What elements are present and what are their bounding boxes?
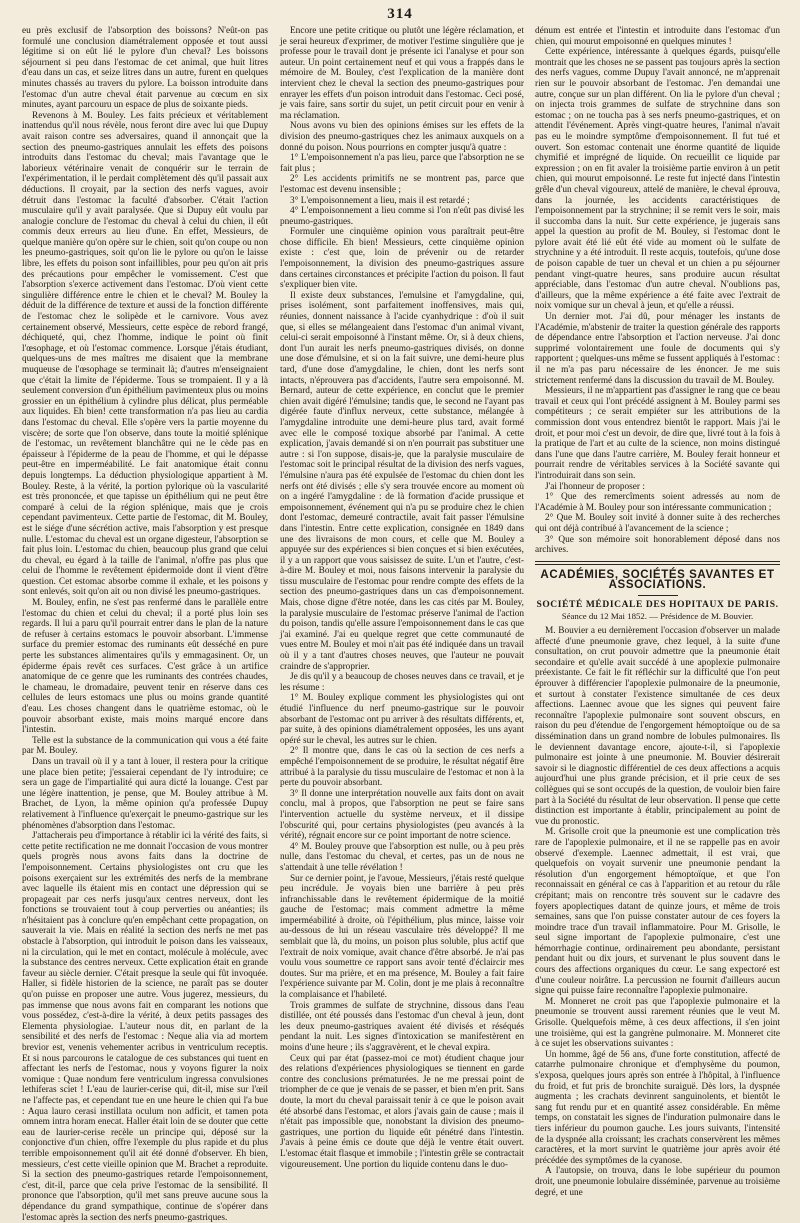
paragraph: Sur ce dernier point, je l'avoue, Messieurs, j'étais resté quelque peu incrédule. Je voyais bien une barrière à peu près infranchissable dans le revêtement épidermique de la moitié gauche de l'estomac; mais comment admettre la même imperméabilité à droite, où l'épithélium, plus mince, laisse voir au-dessous de lui un réseau vasculaire très développé? Il me semblait que là, du moins, un poison plus soluble, plus actif que l'extrait de noix vomique, avait chance d'être absorbé. Je n'ai pas voulu vous soumettre ce rapport sans avoir tenté d'éclaircir mes doutes. Sur ma prière, et en ma présence, M. Bouley a fait faire l'expérience suivante par M. Colin, dont je me plais à reconnaître la complaisance et l'habileté. [280,873,524,1001]
paragraph: Revenons à M. Bouley. Les faits précieux et véritablement inattendus qu'il nous révèle, nous feront dire avec lui que Dupuy avait raison contre ses adversaires, quand il annonçait que la section des pneumo-gastriques annulait les effets des poisons introduits dans l'estomac du cheval; mais l'avantage que le laborieux vétérinaire venait de conquérir sur le terrain de l'expérimentation, il le perdait complètement dès qu'il passait aux déductions. Il croyait, par la section des nerfs vagues, avoir détruit dans l'estomac la faculté d'absorber. C'était l'action musculaire qu'il y avait paralysée. Que si Dupuy eût voulu par analogie conclure de l'estomac du cheval à celui du chien, il eût commis deux erreurs au lieu d'une. En effet, Messieurs, de quelque manière qu'on opère sur le chien, soit qu'on coupe ou non les pneumo-gastriques, soit qu'on lie le pylore ou qu'on le laisse libre, les effets du poison sont infaillibles, pour peu qu'on ait pris des précautions pour empêcher le vomissement. C'est que l'absorption s'exerce activement dans l'estomac. D'où vient cette singulière différence entre le chien et le cheval? M. Bouley la déduit de la différence de texture et aussi de la fonction différente de l'estomac chez le solipède et le carnivore. Vous avez certainement observé, Messieurs, cette espèce de rebord frangé, déchiqueté, qui, chez l'homme, indique le point où finit l'œsophage, et où l'estomac commence. Lorsque j'étais étudiant, quelques-uns de mes maîtres me disaient que la membrane muqueuse de l'œsophage se terminait là; d'autres m'enseignaient que c'était la limite de l'épiderme. Tous se trompaient. Il y a là seulement conversion d'un épithélium pavimenteux plus ou moins grossier en un épithélium à cylindre plus délicat, plus perméable aux liquides. Eh bien! cette transformation n'a pas lieu au cardia dans l'estomac du cheval. Elle s'opère vers la partie moyenne du viscère; de sorte que l'on observe, dans toute la moitié splénique de l'estomac, un revêtement blanchâtre qui ne le cède pas en épaisseur à l'épiderme de la peau de l'homme, et qui le dépasse peut-être en imperméabilité. Le fait anatomique était connu depuis longtemps. La déduction physiologique appartient à M. Bouley. Reste, à la vérité, la portion pylorique où la vascularité est très prononcée, et que tapisse un épithélium qui ne peut être comparé à celui de la région splénique, mais que je crois cependant pavimenteux. Cette partie de l'estomac, dit M. Bouley, est le siége d'une sécrétion active, mais l'absorption y est presque nulle. L'estomac du cheval est un organe digesteur, l'absorption se fait plus loin. L'estomac du chien, beaucoup plus grand que celui du cheval, eu égard à la taille de l'animal, n'offre pas plus que celui de l'homme le revêtement épidermoïde dont il vient d'être question. Cet estomac absorbe comme il exhale, et les poisons y sont enlevés, soit qu'on ait ou non divisé les pneumo-gastriques. [22,110,268,598]
paragraph: 2° Il montre que, dans le cas où la section de ces nerfs a empêché l'empoisonnement de se produire, le résultat négatif être attribué à la paralysie du tissu musculaire de l'estomac et non à la perte du pouvoir absorbant. [280,746,524,789]
section-divider [535,564,780,565]
paragraph: Dans un travail où il y a tant à louer, il restera pour la critique une place bien petite; j'essaierai cependant de l'y introduire; ce sera un gage de l'impartialité qui aura dicté la louange. C'est par une légère inattention, je pense, que M. Bouley attribue à M. Brachet, de Lyon, la même opinion qu'a professée Dupuy relativement à l'influence qu'exerçait le pneumo-gastrique sur les phénomènes d'absorption dans l'estomac. [22,756,268,831]
paragraph: Je dis qu'il y a beaucoup de choses neuves dans ce travail, et je les résume : [280,672,524,693]
paragraph: Cette expérience, intéressante à quelques égards, puisqu'elle montrait que les choses ne se passent pas toujours après la section des nerfs vagues, comme Dupuy l'avait annoncé, ne m'apprenait rien sur le pouvoir absorbant de l'estomac. J'en demandai une autre, conçue sur un plan différent. On lia le pylore d'un cheval ; on injecta trois grammes de sulfate de strychnine dans son estomac ; on ne toucha pas à ses nerfs pneumo-gastriques, et on attendit l'événement. Après vingt-quatre heures, l'animal n'avait pas eu le moindre symptôme d'empoisonnement. Il fut tué et ouvert. Son estomac contenait une énorme quantité de liquide chymifié et imprégné de liquide. On recueillit ce liquide par expression ; on en fit avaler la troisième partie environ à un petit chien, qui mourut empoisonné. Le reste fut injecté dans l'intestin grêle d'un cheval vigoureux, attelé de manière, le cheval éprouva, dans la journée, les accidents caractéristiques de l'empoisonnement par la strychnine; il se remit vers le soir, mais il succomba dans la nuit. Sur cette expérience, je jugerais sans appel la question au profit de M. Bouley, si l'estomac dont le pylore avait été lié eût été vide au moment où le sulfate de strychnine y a été introduit. Il reste acquis, toutefois, qu'une dose de poison capable de tuer un cheval et un chien a pu séjourner pendant vingt-quatre heures, sans produire aucun résultat appréciable, dans l'estomac d'un autre cheval. N'oublions pas, d'ailleurs, que la même expérience a été faite avec l'extrait de noix vomique sur un cheval à jeun, et qu'elle a réussi. [535,47,781,312]
paragraph: Messieurs, il ne m'appartient pas d'assigner le rang que ce beau travail et ceux qui l'ont précédé assignent à M. Bouley parmi ses compétiteurs ; ce serait empiéter sur les attributions de la commission dont vous entendrez bientôt le rapport. Mais j'ai le droit, et pour moi c'est un devoir, de dire que, livré tout à la fois à la pratique de l'art et au culte de la science, non moins distingué dans l'une que dans l'autre carrière, M. Bouley ferait honneur et pourrait rendre de véritables services à la Société savante qui l'introduirait dans son sein. [535,386,780,481]
paragraph: Un homme, âgé de 56 ans, d'une forte constitution, affecté de catarrhe pulmonaire chronique et d'emphysème du poumon, s'exposa, quelques jours après son entrée à l'hôpital, à l'influence du froid, et fut pris de bronchite suraiguë. Dès lors, la dyspnée augmenta ; les crachats devinrent sanguinolents, et bientôt le sang fut rendu pur et en quantité assez considérable. En même temps, on constatait les signes de l'induration pulmonaire dans le tiers inférieur du poumon gauche. Les jours suivants, l'intensité de la dyspnée alla croissant; les crachats conservèrent les mêmes caractères, et la mort survint le quatrième jour après avoir été précédée des symptômes de la cyanose. [535,1049,780,1166]
column-left [22,26,268,1223]
paragraph: M. Monneret ne croit pas que l'apoplexie pulmonaire et la pneumonie se trouvent aussi rarement réunies que le veut M. Grisolle. Quelquefois même, à ces deux affections, il s'en joint une troisième, qui est la gangrène pulmonaire. M. Monneret cite à ce sujet les observations suivantes : [535,996,780,1050]
paragraph: Ceux qui par état (passez-moi ce mot) étudient chaque jour des relations d'expériences physiologiques se tiennent en garde contre des conclusions prématurées. Je ne me pressai point de triompher de ce que je venais de se passer, et bien m'en prit. Sans doute, la mort du cheval paraissait tenir à ce que le poison avait été absorbé dans l'estomac, et alors j'avais gain de cause ; mais il n'était pas impossible que, nonobstant la division des pneumo-gastriques, une portion du liquide eût pénétré dans l'intestin. J'avais à peine émis ce doute que déjà le ventre était ouvert. L'estomac était flasque et immobile ; l'intestin grêle se contractait vigoureusement. Une portion du liquide contenu dans le duo- [280,1053,524,1170]
column-middle [280,26,524,1170]
paragraph: 1° M. Bouley explique comment les physiologistes qui ont étudié l'influence du nerf pneumo-gastrique sur le pouvoir absorbant de l'estomac ont pu arriver à des résultats différents, et, par suite, à des opinions diamétralement opposées, les uns ayant opéré sur le cheval, les autres sur le chien. [280,693,524,746]
paragraph: eu près exclusif de l'absorption des boissons? N'eût-on pas formulé une conclusion diamétralement opposée et tout aussi légitime si on eût lié le pylore d'un cheval? Les boissons séjournent si peu dans l'estomac de cet animal, que huit litres d'eau dans un cas, et seize litres dans un autre, furent en quelques minutes chassés au travers du pylore. La boisson introduite dans l'estomac d'un autre cheval était parvenue au cœcum en six minutes, ayant parcouru un espace de plus de soixante pieds. [22,26,268,111]
page-number: 314 [387,6,413,22]
session-line: Séance du 12 Mai 1852. — Présidence de M. Bouvier. [561,611,754,622]
column-right [535,26,781,1198]
paragraph: M. Grisolle croit que la pneumonie est une complication très rare de l'apoplexie pulmonaire, et il ne se rappelle pas en avoir observé d'exemple. Laennec admettait, il est vrai, que quelquefois on voyait survenir une pneumonie pendant la résolution d'un engorgement hémoptoïque, et que l'on reconnaissait en général ce cas à l'apparition et au retour du râle crépitant; mais on rencontre très souvent sur le cadavre des foyers apoplectiques datant de quinze jours, et même de trois semaines, sans que l'on puisse constater autour de ces foyers la moindre trace d'un travail inflammatoire. Pour M. Grisolle, le seul signe important de l'apoplexie pulmonaire, c'est une hémorrhagie continue, ordinairement peu abondante, persistant pendant huit ou dix jours, et survenant le plus souvent dans le cours des affections organiques du cœur. Le sang expectoré est d'une couleur noirâtre. La percussion ne fournit d'ailleurs aucun signe qui puisse faire reconnaître l'apoplexie pulmonaire. [535,827,780,997]
paragraph: Il existe deux substances, l'emulsine et l'amygdaline, qui, prises isolément, sont parfaitement inoffensives, mais qui, réunies, donnent naissance à l'acide cyanhydrique : d'où il suit que, si elles se mélangeaient dans l'estomac d'un animal vivant, celui-ci serait empoisonné à l'instant même. Or, si à deux chiens, dont l'un aurait les nerfs pneumo-gastriques divisés, on donne une dose d'émulsine, et si on la fait suivre, une demi-heure plus tard, d'une dose d'amygdaline, le chien, dont les nerfs sont intacts, n'éprouvera pas d'accidents, l'autre sera empoisonné. M. Bernard, auteur de cette expérience, en conclut que le premier chien avait digéré l'émulsine; tandis que, le second ne l'ayant pas digérée faute d'influx nerveux, cette substance, mélangée à l'amygdaline introduite une demi-heure plus tard, avait formé avec elle le composé toxique absorbé par l'animal. A cette explication, j'avais demandé si on n'en pourrait pas substituer une autre : si l'on suppose, disais-je, que la paralysie musculaire de l'estomac soit le principal résultat de la division des nerfs vagues, l'émulsine n'aura pas été expulsée de l'estomac du chien dont les nerfs ont été divisés ; elle s'y sera trouvée encore au moment où on a ingéré l'amygdaline : de là formation d'acide prussique et empoisonnement, événement qui n'a pu se produire chez le chien dont l'estomac, demeuré contractile, avait fait passer l'émulsine dans l'intestin. Entre cette explication, consignée en 1849 dans une des livraisons de mon cours, et celle que M. Bouley a appuyée sur des expériences si bien conçues et si bien exécutées, il y a un rapport que vous saisissez de suite. L'un et l'autre, c'est-à-dire M. Bouley et moi, nous faisons intervenir la paralysie du tissu musculaire de l'estomac pour rendre compte des effets de la section des pneumo-gastriques dans un cas d'empoisonnement. Mais, chose digne d'être notée, dans les cas cités par M. Bouley, la paralysie musculaire de l'estomac préserve l'animal de l'action du poison, tandis qu'elle assure l'empoisonnement dans le cas que j'ai examiné. J'ai eu quelque regret que cette communauté de vues entre M. Bouley et moi n'ait pas été indiquée dans un travail où il y a tant d'autres choses neuves, que l'auteur ne pouvait craindre de s'approprier. [280,290,524,672]
paragraph: M. Bouvier a eu dernièrement l'occasion d'observer un malade affecté d'une pneumonie grave, chez lequel, à la suite d'une consultation, on crut pouvoir admettre que la pneumonie était secondaire et qu'elle avait succédé à une apoplexie pulmonaire préexistante. Ce fait le fit réfléchir sur la difficulté que l'on peut éprouver à différencier l'apoplexie pulmonaire de la pneumonie, et surtout à constater l'existence simultanée de ces deux affections. Laennec avoue que les signes qui peuvent faire reconnaître l'apoplexie pulmonaire sont souvent obscurs, en raison du peu d'étendue de l'engorgement hémoptoïque ou de sa dissémination dans un grand nombre de lobules pulmonaires. Ils le deviennent davantage encore, ajoute-t-il, si l'apoplexie pulmonaire est jointe à une pneumonie. M. Bouvier désirerait savoir si le diagnostic différentiel de ces deux affections a acquis aujourd'hui une plus grande précision, et il prie ceux de ses collègues qui se sont occupés de la question, de vouloir bien faire part à la Société du résultat de leur observation. Il pense que cette distinction est importante à établir, principalement au point de vue du pronostic. [535,626,780,827]
paragraph: 1° L'empoisonnement n'a pas lieu, parce que l'absorption ne se fait plus ; [280,153,524,174]
divider [638,595,678,596]
paragraph: 3° L'empoisonnement a lieu, mais il est retardé ; [290,195,470,206]
paragraph: 3° Il donne une interprétation nouvelle aux faits dont on avait conclu, mal à propos, que l'absorption ne peut se faire sans l'intervention actuelle du système nerveux, et il dissipe l'obscurité qui, pour certains physiologistes (peu avancés à la vérité), régnait encore sur ce point important de notre science. [280,788,524,842]
society-title: SOCIÉTÉ MÉDICALE DES HOPITAUX DE PARIS. [536,599,779,610]
paragraph: 4° L'empoisonnement a lieu comme si l'on n'eût pas divisé les pneumo-gastriques. [280,206,524,227]
section-divider [535,561,780,562]
paragraph: 2° Les accidents primitifs ne se montrent pas, parce que l'estomac est devenu insensible ; [280,174,524,195]
paragraph: Formuler une cinquième opinion vous paraîtrait peut-être chose difficile. Eh bien! Messieurs, cette cinquième opinion existe : c'est que, loin de prévenir ou de retarder l'empoisonnement, la division des pneumo-gastriques assure dans certaines circonstances et précipite l'action du poison. Il faut s'expliquer bien vite. [280,227,524,291]
section-title: ACADÉMIES, SOCIÉTÉS SAVANTES ET ASSOCIATIONS. [540,568,775,592]
paragraph: dénum est entrée et l'intestin et introduite dans l'estomac d'un chien, qui mourut empoisonné en quelques minutes ! [535,26,780,47]
paragraph: Encore une petite critique ou plutôt une légère réclamation, et je serai heureux d'exprimer, de motiver l'estime singulière que je professe pour le travail dont je présente ici l'analyse et pour son auteur. Un point certainement neuf et qui vous a frappés dans le mémoire de M. Bouley, c'est l'explication de la manière dont intervient chez le cheval la section des pneumo-gastriques pour enrayer les effets d'un poison introduit dans l'estomac. Ceci posé, je vais faire, sans sortir du sujet, un petit circuit pour en venir à ma réclamation. [280,26,524,121]
paragraph: 2° Que M. Bouley soit invité à donner suite à des recherches qui ont déjà contribué à l'avancement de la science ; [535,513,780,534]
paragraph: Un dernier mot. J'ai dû, pour ménager les instants de l'Académie, m'abstenir de traiter la question générale des rapports de dépendance entre l'absorption et l'action nerveuse. J'ai donc supprimé volontairement une foule de documents qui s'y rapportent ; quelques-uns même se fussent appliqués à l'estomac : il ne m'a pas paru nécessaire de les énoncer. Je me suis strictement renfermé dans la discussion du travail de M. Bouley. [535,312,780,386]
paragraph: Nous avons vu bien des opinions émises sur les effets de la division des pneumo-gastriques chez les animaux auxquels on a donné du poison. Nous pourrions en compter jusqu'à quatre : [280,121,524,153]
paragraph: Telle est la substance de la communication qui vous a été faite par M. Bouley. [22,735,268,757]
paragraph: J'attacherais peu d'importance à rétablir ici la vérité des faits, si cette petite rectification ne me donnait l'occasion de vous montrer quels progrès nous avons faits dans la doctrine de l'empoisonnement. Certains physiologistes ont cru que les poisons exerçaient sur les extrémités des nerfs de la membrane avec laquelle ils étaient mis en contact une dépression qui se propageait par ces nerfs jusqu'aux centres nerveux, dont les fonctions se trouvaient tout à coup perverties ou anéanties; ils n'hésitaient pas à conclure qu'en empêchant cette propagation, on sauverait la vie. Mais en réalité la section des nerfs ne met pas obstacle à l'absorption, qui introduit le poison dans les vaisseaux, ni la circulation, qui le met en contact, molécule à molécule, avec la substance des centres nerveux. Cette explication était en grande faveur au siècle dernier. C'était presque la seule qui fût invoquée. Haller, si fidèle historien de la science, ne paraît pas se douter qu'on puisse en proposer une autre. Vous jugerez, messieurs, du pas immense que nous avons fait en comparant les notions que vous possédez, c'est-à-dire la vérité, à deux petits passages des Elementa physiologiae. L'auteur nous dit, en parlant de la sensibilité et des nerfs de l'estomac : Neque alia via ad mortem brevior est, venenis vehementer acribus in ventriculum receptis. Et si nous parcourons le catalogue de ces substances qui tuent en affectant les nerfs de l'estomac, nous y voyons figurer la noix vomique : Quae nondum fere ventriculum ingressa convulsiones lethiferas sciet ! L'eau de laurier-cerise qui, dit-il, mise sur l'œil ne l'affecte pas, et cependant tue en une heure le chien qui l'a bue : Aqua lauro cerasi instillata oculum non adficit, et tamen pota omnem intra horam enecat. Haller était loin de se douter que cette eau de laurier-cerise recèle un principe qui, déposé sur la conjonctive d'un chien, offre l'exemple du plus rapide et du plus terrible empoisonnement qu'il ait été donné d'observer. Eh bien, messieurs, c'est cette vieille opinion que M. Brachet a reproduite. Si la section des pneumo-gastriques retarde l'empoisonnement, c'est, dit-il, parce que cela prive l'estomac de la sensibilité. Il prononce que l'absorption, qu'il met sans preuve aucune sous la dépendance du grand sympathique, continue de s'opérer dans l'estomac après la section des nerfs pneumo-gastriques. [22,831,268,1223]
paragraph: Trois grammes de sulfate de strychnine, dissous dans l'eau distillée, ont été poussés dans l'estomac d'un cheval à jeun, dont les deux pneumo-gastriques avaient été divisés et réséqués pendant la nuit. Les signes d'intoxication se manifestèrent en moins d'une heure ; ils s'aggravèrent, et le cheval expira. [280,1000,524,1053]
paragraph: 3° Que son mémoire soit honorablement déposé dans nos archives. [535,534,780,556]
paragraph: A l'autopsie, on trouva, dans le lobe supérieur du poumon droit, une pneumonie lobulaire disséminée, parvenue au troisième degré, et une [535,1166,781,1198]
paragraph: J'ai l'honneur de proposer : [545,481,645,492]
paragraph: 4° M. Bouley prouve que l'absorption est nulle, ou à peu près nulle, dans l'estomac du cheval, et certes, pas un de nous ne s'attendait à une telle révélation ! [280,841,524,873]
paragraph: 1° Que des remercîments soient adressés au nom de l'Académie à M. Bouley pour son intéressante communication ; [535,492,780,513]
paragraph: M. Bouley, enfin, ne s'est pas renfermé dans le parallèle entre l'estomac du chien et celui du cheval; il a porté plus loin ses regards. Il lui a paru qu'il pourrait entrer dans le plan de la nature de refuser à certains estomacs le pouvoir absorbant. L'immense surface du premier estomac des ruminants eût desséché en pure perte les substances alimentaires qu'ils y emmagasinent. Or, un épiderme épais revêt ces surfaces. C'est grâce à un artifice anatomique de ce genre que les ruminants des contrées chaudes, le chameau, le dromadaire, peuvent tenir en réserve dans ces cellules de leurs estomacs une plus ou moins grande quantité d'eau. Les choses changent dans le quatrième estomac, où le pouvoir absorbant existe, mais moins marqué encore dans l'intestin. [22,598,268,736]
